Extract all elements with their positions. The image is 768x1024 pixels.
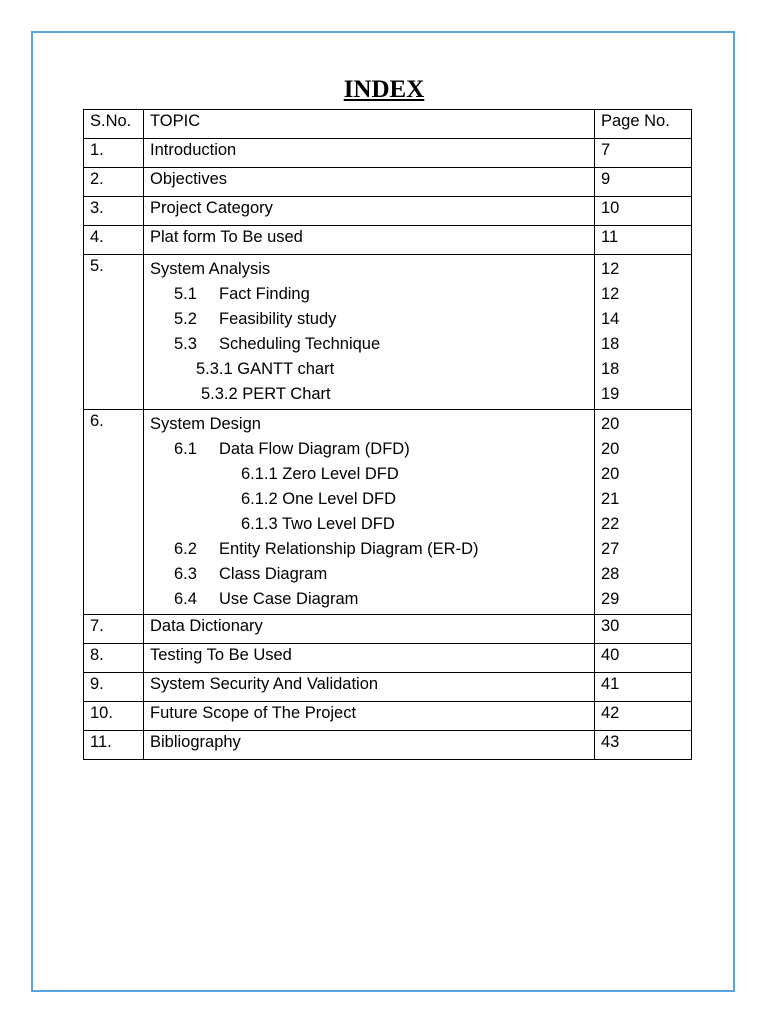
row-topic: Future Scope of The Project	[144, 702, 595, 731]
subsection-number: 6.3	[174, 565, 197, 583]
row-topic: System Security And Validation	[144, 673, 595, 702]
row-topic-group	[144, 410, 595, 615]
subsection-title: Class Diagram	[219, 565, 328, 583]
subsection-page: 22	[601, 515, 620, 533]
row-page: 43	[595, 731, 692, 760]
row-page: 41	[595, 673, 692, 702]
row-sno: 8.	[84, 644, 144, 673]
row-topic: Testing To Be Used	[144, 644, 595, 673]
row-topic: Introduction	[144, 139, 595, 168]
subsection-title: 6.1.1 Zero Level DFD	[241, 465, 399, 483]
subsection-page: 14	[601, 310, 620, 328]
subsection-page: 28	[601, 565, 620, 583]
subsection-title: Entity Relationship Diagram (ER-D)	[219, 540, 479, 558]
subsection-number: 5.3	[174, 335, 197, 353]
table-row	[84, 168, 692, 197]
row-page-group	[595, 410, 692, 615]
subsection-title: 6.1.3 Two Level DFD	[241, 515, 395, 533]
row-topic: System Analysis	[150, 260, 271, 278]
header-topic: TOPIC	[144, 110, 595, 139]
subsection-entry	[150, 562, 594, 587]
row-sno: 2.	[84, 168, 144, 197]
subsection-page: 19	[601, 385, 620, 403]
subsection-entry	[150, 282, 594, 307]
header-page: Page No.	[595, 110, 692, 139]
row-sno: 5.	[84, 255, 144, 410]
subsection-page: 12	[601, 285, 620, 303]
subsection-entry	[150, 307, 594, 332]
subsection-page: 27	[601, 540, 620, 558]
row-sno: 10.	[84, 702, 144, 731]
subsection-entry	[150, 332, 594, 357]
row-sno: 11.	[84, 731, 144, 760]
row-topic: Bibliography	[144, 731, 595, 760]
row-page: 9	[595, 168, 692, 197]
subsection-number: 5.1	[174, 285, 197, 303]
row-page: 42	[595, 702, 692, 731]
subsection-page: 18	[601, 335, 620, 353]
subsection-entry	[150, 437, 594, 462]
row-sno: 7.	[84, 615, 144, 644]
table-header-row	[84, 110, 692, 139]
subsection-number: 6.4	[174, 590, 197, 608]
subsection-number: 5.2	[174, 310, 197, 328]
table-row	[84, 226, 692, 255]
table-row	[84, 673, 692, 702]
row-page-group	[595, 255, 692, 410]
row-topic: Plat form To Be used	[144, 226, 595, 255]
subsection-title: Feasibility study	[219, 310, 337, 328]
row-sno: 3.	[84, 197, 144, 226]
row-topic: Data Dictionary	[144, 615, 595, 644]
table-row	[84, 139, 692, 168]
subsection-entry	[150, 587, 594, 612]
subsection-title: 5.3.1 GANTT chart	[196, 360, 335, 378]
row-topic-group	[144, 255, 595, 410]
row-sno: 1.	[84, 139, 144, 168]
table-row	[84, 731, 692, 760]
subsection-page: 18	[601, 360, 620, 378]
subsection-title: Scheduling Technique	[219, 335, 381, 353]
row-page: 30	[595, 615, 692, 644]
row-page: 7	[595, 139, 692, 168]
row-topic: System Design	[150, 415, 261, 433]
table-row	[84, 644, 692, 673]
row-topic: Objectives	[144, 168, 595, 197]
row-sno: 4.	[84, 226, 144, 255]
subsection-title: Fact Finding	[219, 285, 310, 303]
table-row	[84, 615, 692, 644]
subsection-title: Data Flow Diagram (DFD)	[219, 440, 410, 458]
subsection-page: 20	[601, 440, 620, 458]
table-row	[84, 197, 692, 226]
table-row	[84, 702, 692, 731]
row-page: 20	[601, 415, 620, 433]
header-sno: S.No.	[84, 110, 144, 139]
row-sno: 9.	[84, 673, 144, 702]
row-page: 11	[595, 226, 692, 255]
subsection-title: 5.3.2 PERT Chart	[201, 385, 331, 403]
row-page: 10	[595, 197, 692, 226]
page-title: INDEX	[343, 76, 425, 103]
table-row	[84, 410, 692, 615]
subsection-number: 6.1	[174, 440, 197, 458]
subsection-page: 20	[601, 465, 620, 483]
subsection-page: 21	[601, 490, 620, 508]
subsection-number: 6.2	[174, 540, 197, 558]
table-row	[84, 255, 692, 410]
subsection-page: 29	[601, 590, 620, 608]
row-page: 12	[601, 260, 620, 278]
subsection-title: 6.1.2 One Level DFD	[241, 490, 396, 508]
row-topic: Project Category	[144, 197, 595, 226]
subsection-entry	[150, 537, 594, 562]
row-sno: 6.	[84, 410, 144, 615]
index-table	[83, 109, 692, 760]
subsection-title: Use Case Diagram	[219, 590, 359, 608]
row-page: 40	[595, 644, 692, 673]
